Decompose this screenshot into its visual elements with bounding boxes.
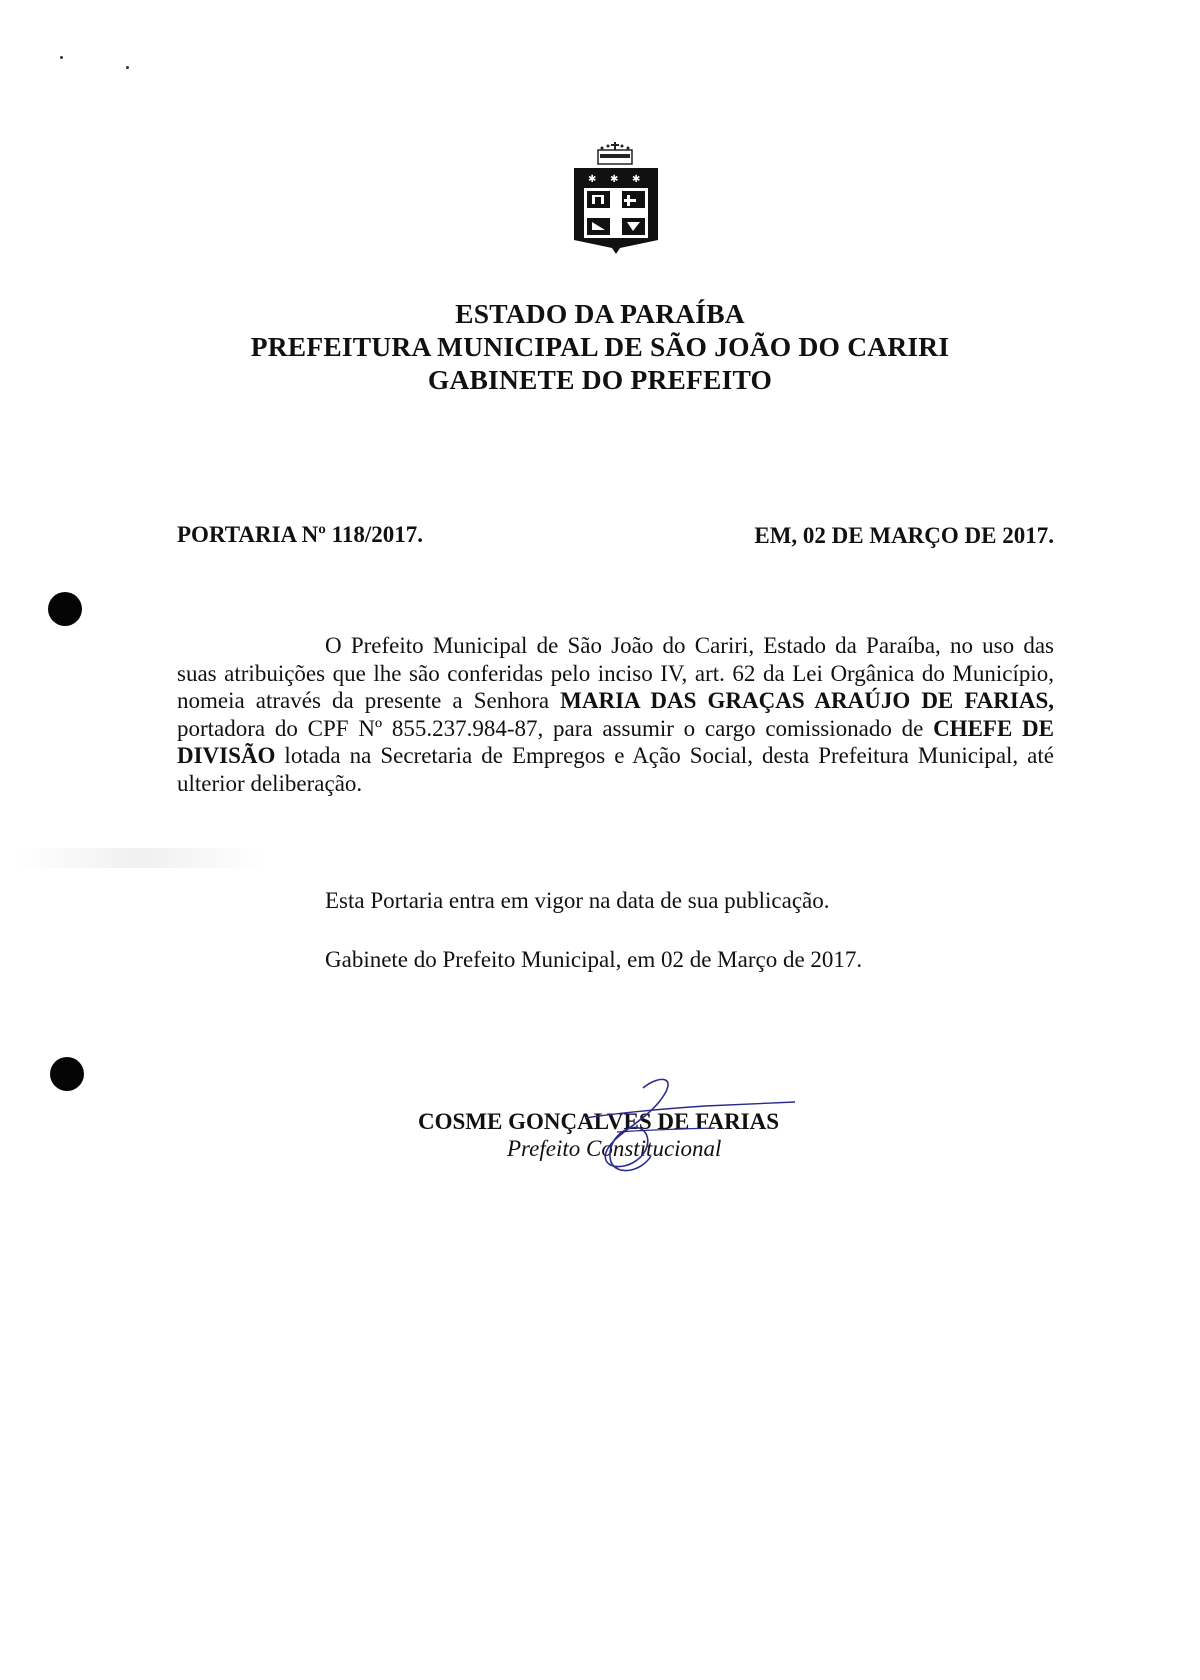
scan-speck [60,56,63,59]
appointee-name: MARIA DAS GRAÇAS ARAÚJO DE FARIAS, [560,688,1055,713]
svg-text:✱: ✱ [588,174,597,185]
signer-name: COSME GONÇALVES DE FARIAS [418,1109,780,1134]
header-state: ESTADO DA PARAÍBA [455,298,745,329]
effective-clause: Esta Portaria entra em vigor na data de sua publicação. [325,888,830,913]
body-text-1: O Prefeito Municipal de São João do Cariri, Estado da Paraíba, no uso das suas atribuições que lhe são conferidas pelo inciso IV, art. 62 da Lei Orgânica do Município, nomeia através da presente a Senhora [177,633,1054,713]
handwritten-signature [555,1072,805,1182]
signer-role: Prefeito Constitucional [507,1136,722,1161]
svg-text:✱: ✱ [610,174,619,185]
body-paragraph [177,632,1054,797]
header-prefecture: PREFEITURA MUNICIPAL DE SÃO JOÃO DO CARIRI [250,331,950,362]
svg-text:✱: ✱ [632,174,641,185]
document-date: EM, 02 DE MARÇO DE 2017. [754,523,1054,548]
closing-line: Gabinete do Prefeito Municipal, em 02 de Março de 2017. [325,947,863,972]
portaria-number: PORTARIA Nº 118/2017. [177,522,423,547]
body-text-2: portadora do CPF Nº 855.237.984-87, para assumir o cargo comissionado de [177,715,934,741]
scan-speck [126,66,129,69]
position-title: CHEFE DE DIVISÃO [177,715,1055,768]
scan-smudge [15,848,265,868]
punch-hole-top [48,592,82,626]
body-text-3: lotada na Secretaria de Empregos e Ação Social, desta Prefeitura Municipal, até ulterior deliberação. [177,743,1054,796]
header-office: GABINETE DO PREFEITO [427,364,773,395]
municipal-coat-of-arms-icon [570,140,662,258]
punch-hole-bottom [50,1057,84,1091]
